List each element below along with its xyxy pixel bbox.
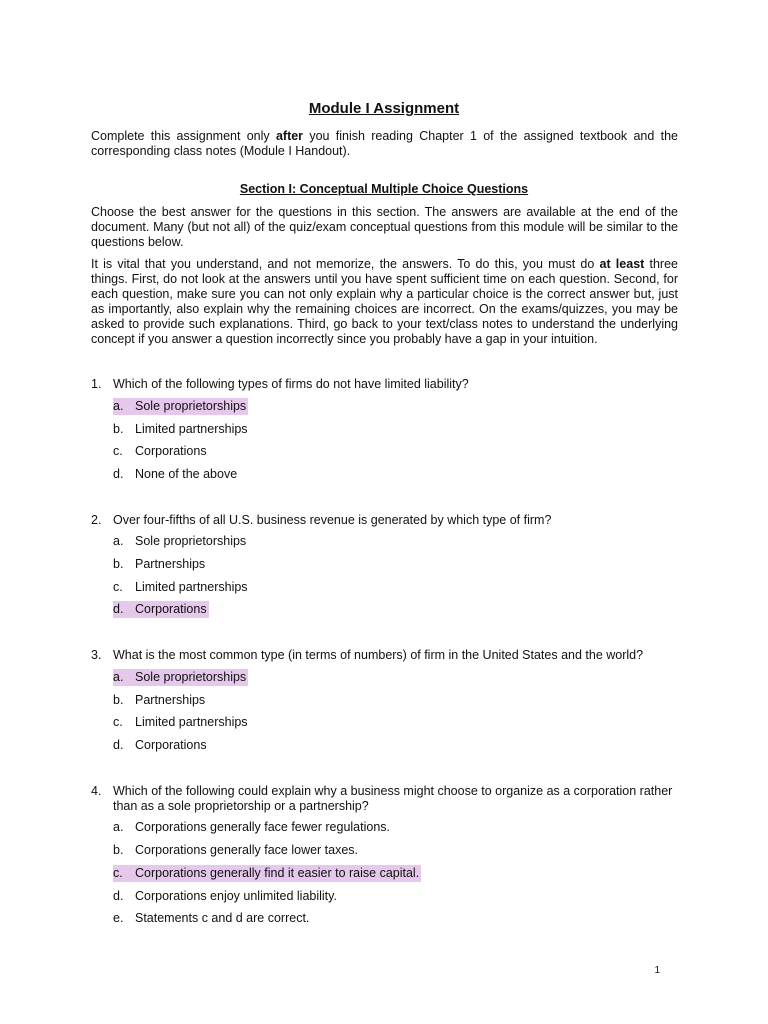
option-text: Sole proprietorships (135, 534, 247, 548)
option-1d (113, 466, 237, 483)
option-text: Corporations (135, 602, 207, 616)
intro-paragraph (91, 129, 678, 159)
option-letter: c. (113, 444, 123, 458)
para2-text-bold: at least (599, 257, 645, 271)
question-text: Which of the following could explain why a business might choose to organize as a corporation rather than as a sole proprietorship or a partnership? (113, 784, 673, 813)
option-text: Corporations generally find it easier to raise capital. (135, 866, 420, 880)
intro-text-after: you finish reading Chapter 1 of the assigned textbook and the corresponding class notes (Module I Handout). (91, 129, 678, 158)
instructions-paragraph-2 (91, 257, 678, 347)
option-letter: d. (113, 738, 124, 752)
question-number: 4. (91, 784, 102, 798)
option-2a (113, 533, 246, 550)
option-text: Corporations (135, 444, 207, 458)
option-letter: a. (113, 399, 124, 413)
question-number: 1. (91, 377, 102, 391)
option-3c (113, 714, 248, 731)
option-2d (113, 601, 209, 618)
option-1b (113, 421, 248, 438)
option-text: Sole proprietorships (135, 399, 247, 413)
option-text: Corporations generally face lower taxes. (135, 843, 359, 857)
option-4a (113, 819, 390, 836)
intro-text-bold: after (275, 129, 304, 143)
option-letter: a. (113, 534, 124, 548)
option-3d (113, 737, 207, 754)
option-4c (113, 865, 421, 882)
option-text: Sole proprietorships (135, 670, 247, 684)
option-letter: b. (113, 422, 124, 436)
option-text: Partnerships (135, 693, 206, 707)
option-text: Statements c and d are correct. (135, 911, 310, 925)
option-letter: c. (113, 580, 123, 594)
option-letter: b. (113, 843, 124, 857)
page-title: Module I Assignment (308, 100, 460, 117)
option-text: None of the above (135, 467, 238, 481)
option-letter: b. (113, 693, 124, 707)
option-1a (113, 398, 248, 415)
option-letter: c. (113, 715, 123, 729)
option-4d (113, 888, 337, 905)
question-text: Which of the following types of firms do not have limited liability? (113, 377, 469, 391)
option-3a (113, 669, 248, 686)
option-text: Limited partnerships (135, 422, 248, 436)
option-text: Corporations (135, 738, 207, 752)
instructions-paragraph-1: Choose the best answer for the questions in this section. The answers are available at the end of the document. Many (but not all) of the quiz/exam conceptual questions from this module will be similar to the questions below. (91, 205, 678, 249)
question-text: What is the most common type (in terms of numbers) of firm in the United States and the world? (113, 648, 644, 662)
intro-text-before: Complete this assignment only (91, 129, 276, 143)
para2-text-after: three things. First, do not look at the answers until you have spent sufficient time on each question. Second, for each question, make sure you can not only explain why a particular choice is the correct answer but, just as importantly, also explain why the remaining choices are incorrect. On the exams/quizzes, you may be asked to provide such explanations. Third, go back to your text/class notes to understand the underlying concept if you answer a question incorrectly since you probably have a gap in your intuition. (91, 257, 679, 346)
option-text: Limited partnerships (135, 580, 248, 594)
option-letter: a. (113, 670, 124, 684)
question-number: 2. (91, 513, 102, 527)
option-letter: b. (113, 557, 124, 571)
option-text: Partnerships (135, 557, 206, 571)
option-4e (113, 910, 309, 927)
option-2c (113, 579, 248, 596)
para2-text-before: It is vital that you understand, and not memorize, the answers. To do this, you must do (91, 257, 600, 271)
option-letter: a. (113, 820, 124, 834)
option-text: Corporations enjoy unlimited liability. (135, 889, 337, 903)
option-letter: d. (113, 889, 124, 903)
option-1c (113, 443, 207, 460)
option-4b (113, 842, 358, 859)
option-letter: e. (113, 911, 124, 925)
page-number: 1 (654, 965, 660, 976)
option-2b (113, 556, 205, 573)
option-text: Corporations generally face fewer regulations. (135, 820, 390, 834)
option-3b (113, 692, 205, 709)
option-text: Limited partnerships (135, 715, 248, 729)
question-number: 3. (91, 648, 102, 662)
question-text: Over four-fifths of all U.S. business revenue is generated by which type of firm? (113, 513, 552, 527)
option-letter: d. (113, 602, 124, 616)
section-heading: Section I: Conceptual Multiple Choice Questions (239, 182, 529, 196)
option-letter: c. (113, 866, 123, 880)
option-letter: d. (113, 467, 124, 481)
